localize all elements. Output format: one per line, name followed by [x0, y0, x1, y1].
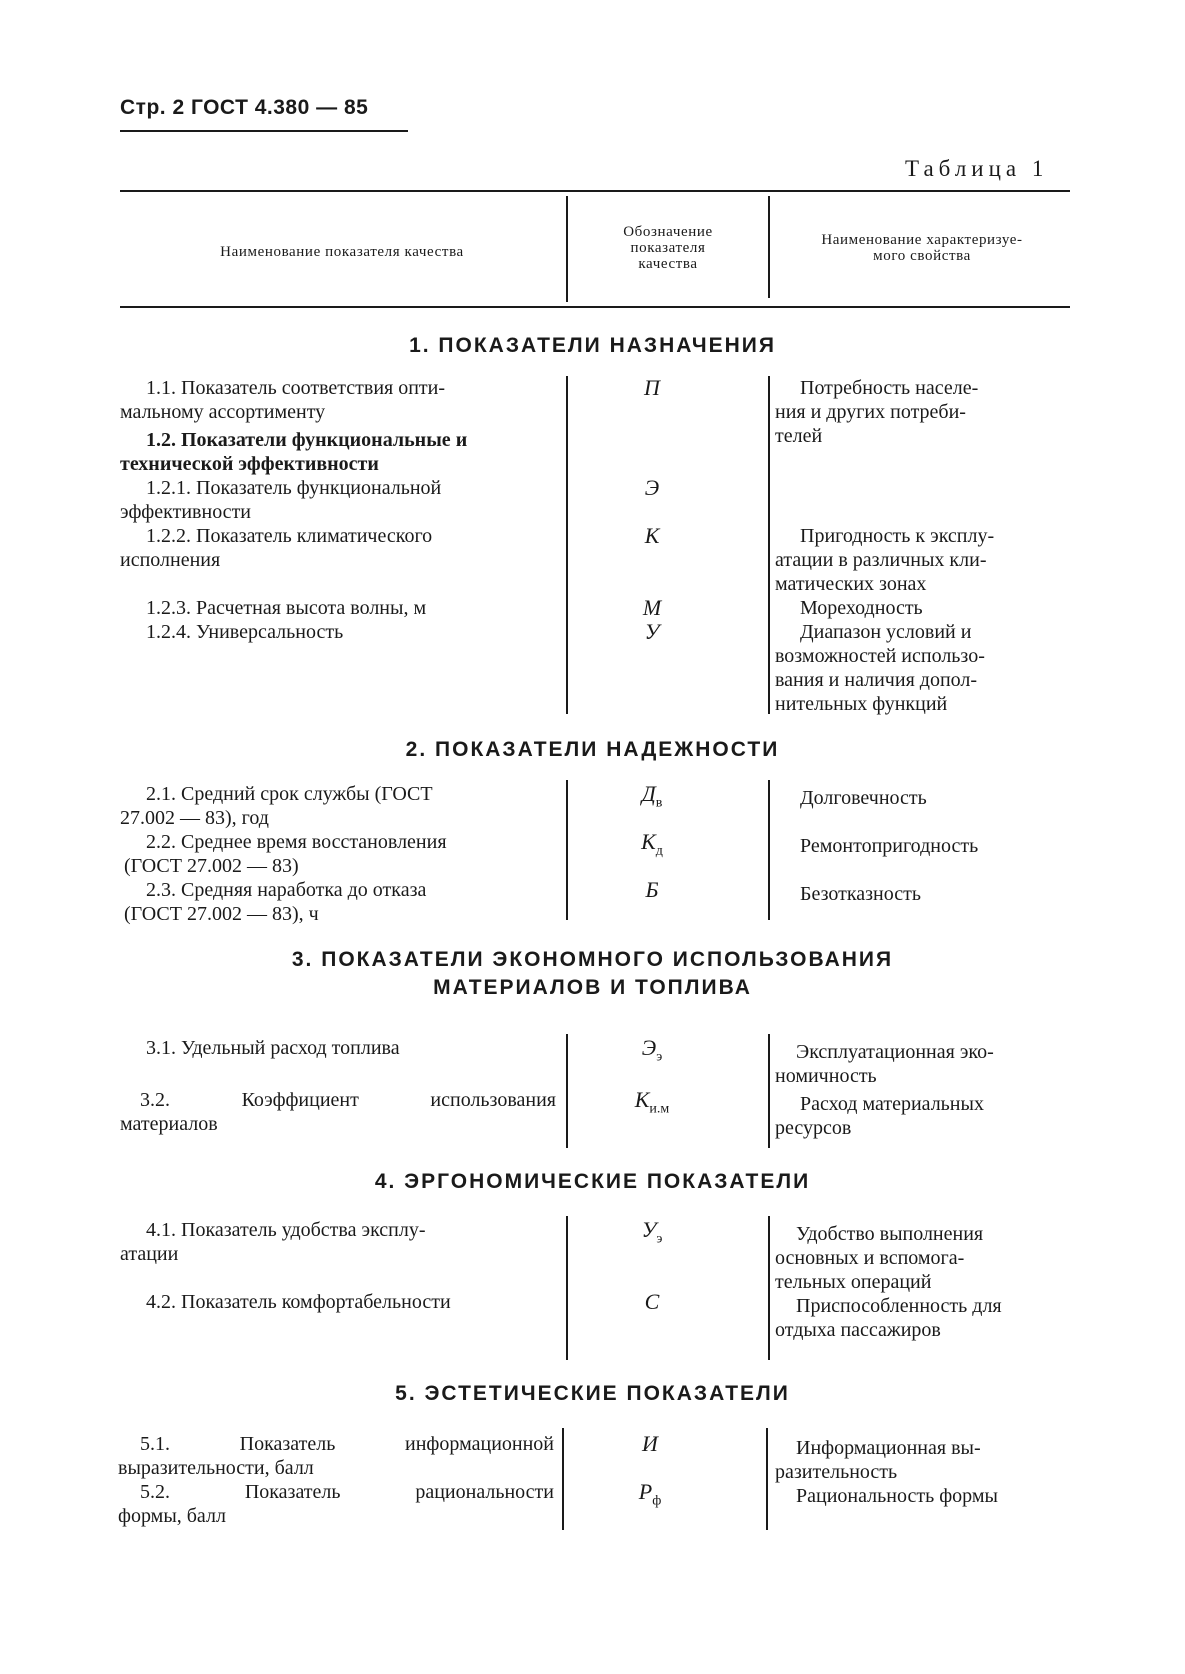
row-symbol: К [644, 523, 660, 548]
row-symbol [620, 1480, 680, 1513]
row-name-line: 2.2. Среднее время восстановления [146, 831, 447, 853]
row-property-line: Удобство выполнения [796, 1223, 984, 1245]
row-property-line: нительных функций [775, 693, 948, 715]
row-symbol: И [642, 1431, 658, 1456]
row-name-line: 27.002 — 83), год [120, 807, 269, 829]
symbol-letter: Э [641, 1035, 657, 1060]
row-name-line: (ГОСТ 27.002 — 83) [124, 855, 299, 877]
row-property-line: номичность [775, 1065, 877, 1087]
row-name-line: выразительности, балл [118, 1457, 314, 1479]
row-name-line: формы, балл [118, 1505, 226, 1527]
row-symbol: Э [644, 475, 660, 500]
row-property-line: основных и вспомога- [775, 1247, 965, 1269]
row-symbol [622, 830, 682, 863]
symbol-letter: К [634, 1087, 650, 1112]
row-property-line: отдыха пассажиров [775, 1319, 941, 1341]
row-property-line: Приспособленность для [796, 1295, 1002, 1317]
section-title-3: 3. ПОКАЗАТЕЛИ ЭКОНОМНОГО ИСПОЛЬЗОВАНИЯ МАТЕРИАЛОВ И ТОПЛИВА [291, 948, 894, 999]
section-3-divider-1 [566, 1034, 568, 1148]
row-property-line: тельных операций [775, 1271, 932, 1293]
row-name-line: (ГОСТ 27.002 — 83), ч [124, 903, 319, 925]
row-symbol: П [644, 375, 660, 400]
column-divider-1 [566, 196, 568, 302]
row-symbol [622, 1218, 682, 1251]
row-property-line: Долговечность [800, 787, 927, 809]
row-property-line: Безотказность [800, 883, 921, 905]
section-title-2: 2. ПОКАЗАТЕЛИ НАДЕЖНОСТИ [405, 738, 780, 761]
row-property-line: ния и других потреби- [775, 401, 966, 423]
row-name-line: 4.2. Показатель комфортабельности [146, 1291, 451, 1313]
header-underline [120, 130, 408, 132]
row-symbol: У [644, 619, 660, 644]
row-property-line: Рациональность формы [796, 1485, 998, 1507]
symbol-letter: К [641, 829, 656, 854]
row-name-line: технической эффективности [120, 453, 379, 475]
symbol-subscript: в [655, 795, 663, 811]
row-symbol: М [642, 595, 662, 620]
row-name-line: 1.2.3. Расчетная высота волны, м [146, 597, 427, 619]
row-symbol [622, 782, 682, 815]
section-2-divider-2 [768, 780, 770, 920]
row-name-line: 5.2. Показатель рациональности [140, 1481, 554, 1503]
symbol-subscript: э [656, 1231, 663, 1247]
row-name-line: 1.2.2. Показатель климатического [146, 525, 433, 547]
row-name-line: 5.1. Показатель информационной [140, 1433, 554, 1455]
row-name-line: 1.2.1. Показатель функциональной [146, 477, 442, 499]
table-label: Таблица 1 [905, 156, 1049, 181]
section-4-divider-1 [566, 1216, 568, 1360]
row-name-line: 1.1. Показатель соответствия опти- [146, 377, 446, 399]
row-property-line: Диапазон условий и [800, 621, 972, 643]
symbol-subscript: ф [652, 1493, 662, 1509]
row-property-line: атации в различных кли- [775, 549, 987, 571]
row-property-line: возможностей использо- [775, 645, 985, 667]
row-name-line: 3.2. Коэффициент использования [140, 1089, 556, 1111]
section-3-divider-2 [768, 1034, 770, 1148]
row-property-line: Потребность населе- [800, 377, 979, 399]
symbol-letter: У [641, 1217, 657, 1242]
row-property-line: разительность [775, 1461, 898, 1483]
column-header-designation: Обозначение показателя качества [623, 224, 713, 272]
row-name-line: эффективности [120, 501, 252, 523]
row-symbol: Б [645, 877, 659, 902]
table-top-rule [120, 190, 1070, 192]
row-symbol [622, 1036, 682, 1069]
row-name-line: 1.2. Показатели функциональные и [146, 429, 468, 451]
row-name-line: 2.3. Средняя наработка до отказа [146, 879, 427, 901]
row-name-line: материалов [120, 1113, 218, 1135]
section-title-5: 5. ЭСТЕТИЧЕСКИЕ ПОКАЗАТЕЛИ [395, 1382, 790, 1405]
section-title-4: 4. ЭРГОНОМИЧЕСКИЕ ПОКАЗАТЕЛИ [374, 1170, 811, 1193]
row-name-line: исполнения [120, 549, 221, 571]
row-name-line: 4.1. Показатель удобства эксплу- [146, 1219, 426, 1241]
row-name-line: 1.2.4. Универсальность [146, 621, 344, 643]
section-2-divider-1 [566, 780, 568, 920]
column-header-property: Наименование характеризуе- мого свойства [821, 232, 1023, 264]
row-property-line: телей [775, 425, 823, 447]
symbol-subscript: и.м [649, 1101, 670, 1117]
row-property-line: Мореходность [800, 597, 923, 619]
row-symbol [622, 1088, 682, 1121]
column-header-name: Наименование показателя качества [220, 244, 464, 260]
row-property-line: матических зонах [775, 573, 927, 595]
section-4-divider-2 [768, 1216, 770, 1360]
section-5-divider-1 [562, 1428, 564, 1530]
page-header: Стр. 2 ГОСТ 4.380 — 85 [120, 96, 369, 119]
row-property-line: Эксплуатационная эко- [796, 1041, 994, 1063]
row-property-line: Ремонтопригодность [800, 835, 979, 857]
symbol-subscript: э [656, 1049, 663, 1065]
column-divider-2 [768, 196, 770, 298]
row-property-line: Пригодность к эксплу- [800, 525, 995, 547]
row-name-line: мальному ассортименту [120, 401, 326, 423]
row-property-line: Расход материальных [800, 1093, 984, 1115]
section-1-divider-2 [768, 376, 770, 714]
row-name-line: атации [120, 1243, 179, 1265]
row-symbol: С [644, 1289, 660, 1314]
section-5-divider-2 [766, 1428, 768, 1530]
row-property-line: вания и наличия допол- [775, 669, 978, 691]
row-property-line: Информационная вы- [796, 1437, 981, 1459]
symbol-letter: Р [638, 1479, 653, 1504]
table-header-bottom-rule [120, 306, 1070, 308]
section-title-1: 1. ПОКАЗАТЕЛИ НАЗНАЧЕНИЯ [409, 334, 776, 357]
row-property-line: ресурсов [775, 1117, 852, 1139]
row-name-line: 3.1. Удельный расход топлива [146, 1037, 400, 1059]
row-name-line: 2.1. Средний срок службы (ГОСТ [146, 783, 433, 805]
symbol-subscript: д [655, 843, 663, 859]
section-1-divider-1 [566, 376, 568, 714]
symbol-letter: Д [641, 781, 656, 806]
